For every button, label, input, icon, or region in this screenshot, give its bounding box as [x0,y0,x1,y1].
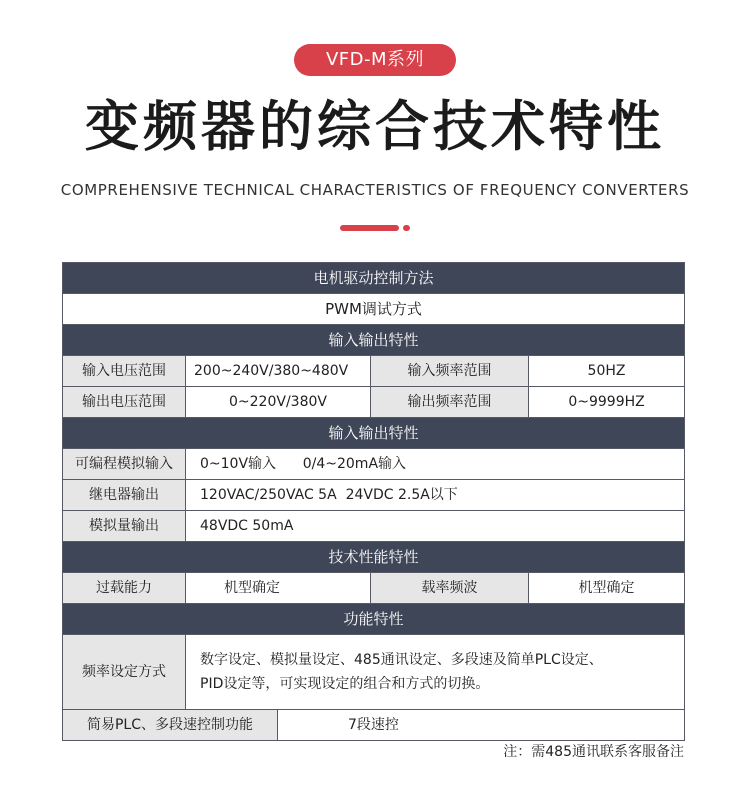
page-title: 变频器的综合技术特性 [85,95,665,158]
input-frequency-value: 50HZ [529,356,685,387]
output-voltage-label: 输出电压范围 [63,387,186,418]
carrier-frequency-value: 机型确定 [529,573,685,604]
section-header-io [63,325,685,356]
footer-note: 注：需485通讯联系客服备注 [503,744,684,760]
decorative-divider-bar [340,225,399,231]
analog-input-label: 可编程模拟输入 [63,449,186,480]
plc-function-value: 7段速控 [278,710,685,741]
table-row [63,635,685,710]
section-header-text: 输入输出特性 [63,325,685,356]
section-header-io-2 [63,418,685,449]
spec-table [62,262,685,741]
output-voltage-value: 0~220V/380V [186,387,371,418]
analog-input-value: 0~10V输入 0/4~20mA输入 [186,449,685,480]
overload-value: 机型确定 [186,573,371,604]
section-header-function [63,604,685,635]
section-header-text: 技术性能特性 [63,542,685,573]
frequency-setting-label: 频率设定方式 [63,635,186,710]
table-row [63,511,685,542]
relay-output-value: 120VAC/250VAC 5A 24VDC 2.5A以下 [186,480,685,511]
section-header-performance [63,542,685,573]
section-header-text: 功能特性 [63,604,685,635]
frequency-setting-line: 数字设定、模拟量设定、485通讯设定、多段速及简单PLC设定、 [200,652,603,668]
page-subtitle: COMPREHENSIVE TECHNICAL CHARACTERISTICS OF FREQUENCY CONVERTERS [60,181,690,199]
table-row [63,449,685,480]
carrier-frequency-label: 载率频波 [371,573,529,604]
frequency-setting-value [186,635,685,710]
analog-output-label: 模拟量输出 [63,511,186,542]
output-frequency-value: 0~9999HZ [529,387,685,418]
section-header-text: 输入输出特性 [63,418,685,449]
input-frequency-label: 输入频率范围 [371,356,529,387]
analog-output-value: 48VDC 50mA [186,511,685,542]
section-header-motor-control [63,263,685,294]
input-voltage-value: 200~240V/380~480V [186,356,371,387]
pwm-mode-value: PWM调试方式 [63,294,685,325]
frequency-setting-line: PID设定等，可实现设定的组合和方式的切换。 [200,676,490,692]
plc-function-label: 简易PLC、多段速控制功能 [63,710,278,741]
input-voltage-label: 输入电压范围 [63,356,186,387]
overload-label: 过载能力 [63,573,186,604]
decorative-divider-dot [403,225,410,231]
table-row [63,480,685,511]
table-row [63,573,685,604]
section-header-text: 电机驱动控制方法 [63,263,685,294]
table-row [63,387,685,418]
output-frequency-label: 输出频率范围 [371,387,529,418]
table-row [63,294,685,325]
series-badge: VFD-M系列 [294,44,456,76]
table-row [63,710,685,741]
relay-output-label: 继电器输出 [63,480,186,511]
table-row [63,356,685,387]
